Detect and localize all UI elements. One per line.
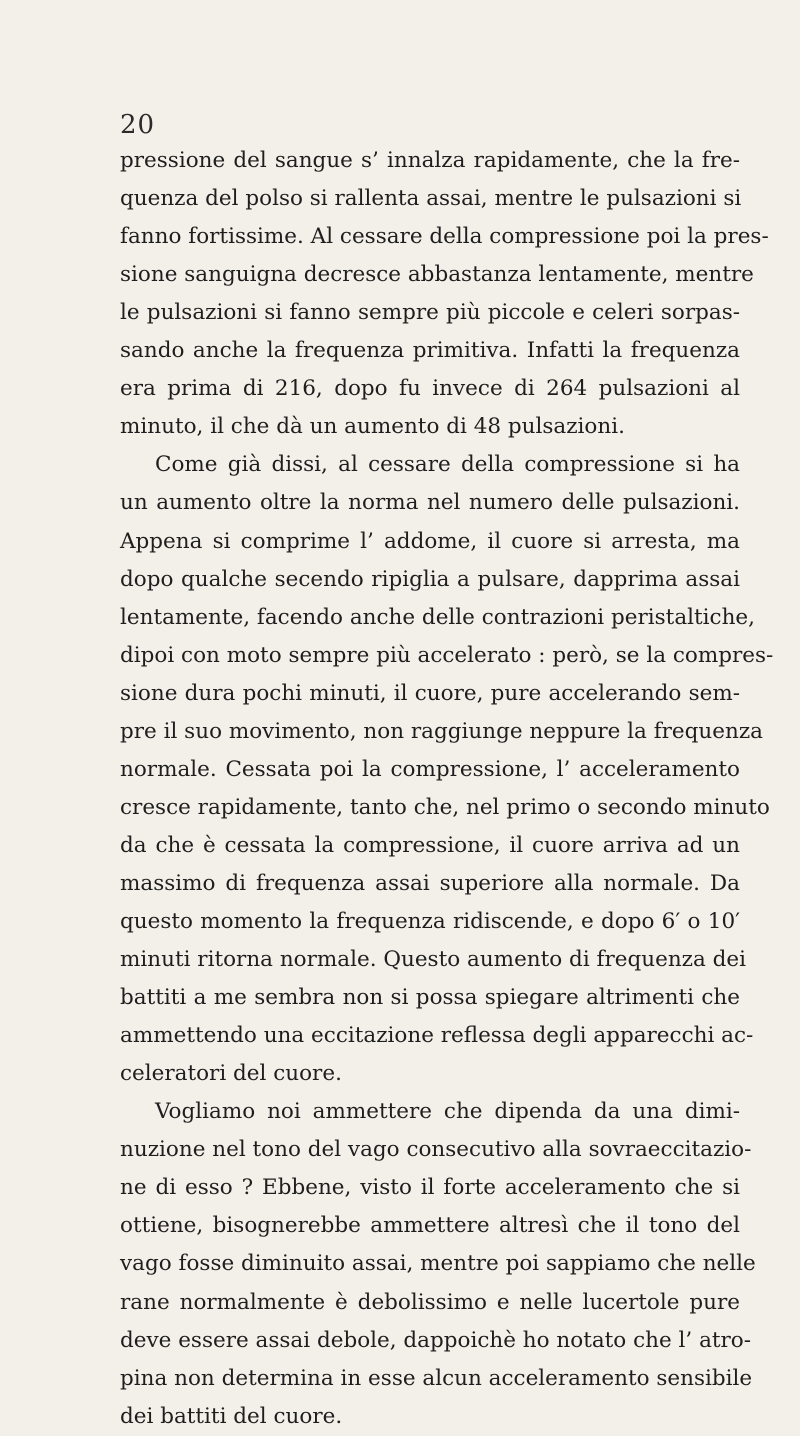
text-line: dopo qualche secendo ripiglia a pulsare, dapprima assai [120, 566, 740, 592]
text-line: ammettendo una eccitazione reflessa degli apparecchi ac- [120, 1023, 754, 1049]
text-line: normale. Cessata poi la compressione, l’ acceleramento [120, 756, 740, 782]
text-line: lentamente, facendo anche delle contrazioni peristaltiche, [120, 604, 755, 630]
text-line: pressione del sangue s’ innalza rapidamente, che la fre- [120, 148, 740, 173]
text-line: cresce rapidamente, tanto che, nel primo o secondo minuto [120, 794, 770, 820]
text-line: ne di esso ? Ebbene, visto il forte acceleramento che si [120, 1175, 740, 1201]
text-line: questo momento la frequenza ridiscende, e dopo 6′ o 10′ [120, 909, 740, 934]
text-line: era prima di 216, dopo fu invece di 264 pulsazioni al [120, 376, 740, 402]
text-line: massimo di frequenza assai superiore alla normale. Da [120, 870, 740, 896]
text-line: Appena si comprime l’ addome, il cuore si arresta, ma [120, 528, 740, 554]
text-line: pina non determina in esse alcun acceleramento sensibile [120, 1365, 753, 1391]
text-line: fanno fortissime. Al cessare della compressione poi la pres- [120, 224, 769, 250]
text-line: le pulsazioni si fanno sempre più piccole e celeri sorpas- [120, 300, 740, 326]
text-line: deve essere assai debole, dappoichè ho notato che l’ atro- [120, 1327, 752, 1353]
text-line: sando anche la frequenza primitiva. Infatti la frequenza [120, 338, 740, 364]
page-number: 20 [120, 110, 156, 140]
text-line: minuto, il che dà un aumento di 48 pulsazioni. [120, 414, 625, 440]
text-line: Come già dissi, al cessare della compressione si ha [155, 452, 740, 478]
text-line: sione sanguigna decresce abbastanza lentamente, mentre [120, 262, 754, 288]
text-line: un aumento oltre la norma nel numero delle pulsazioni. [120, 490, 740, 516]
text-line: dipoi con moto sempre più accelerato : però, se la compres- [120, 642, 774, 668]
text-line: vago fosse diminuito assai, mentre poi sappiamo che nelle [120, 1251, 756, 1277]
text-line: nuzione nel tono del vago consecutivo alla sovraeccitazio- [120, 1137, 752, 1163]
text-line: da che è cessata la compressione, il cuore arriva ad un [120, 832, 740, 858]
text-line: celeratori del cuore. [120, 1061, 342, 1087]
text-line: Vogliamo noi ammettere che dipenda da una dimi- [155, 1099, 740, 1125]
text-line: ottiene, bisognerebbe ammettere altresì che il tono del [120, 1213, 740, 1239]
text-line: dei battiti del cuore. [120, 1403, 343, 1429]
text-line: pre il suo movimento, non raggiunge neppure la frequenza [120, 718, 763, 744]
text-line: quenza del polso si rallenta assai, mentre le pulsazioni si [120, 186, 742, 212]
text-line: minuti ritorna normale. Questo aumento di frequenza dei [120, 947, 747, 973]
text-line: rane normalmente è debolissimo e nelle lucertole pure [120, 1289, 740, 1315]
text-line: battiti a me sembra non si possa spiegare altrimenti che [120, 985, 740, 1011]
text-line: sione dura pochi minuti, il cuore, pure accelerando sem- [120, 680, 740, 706]
